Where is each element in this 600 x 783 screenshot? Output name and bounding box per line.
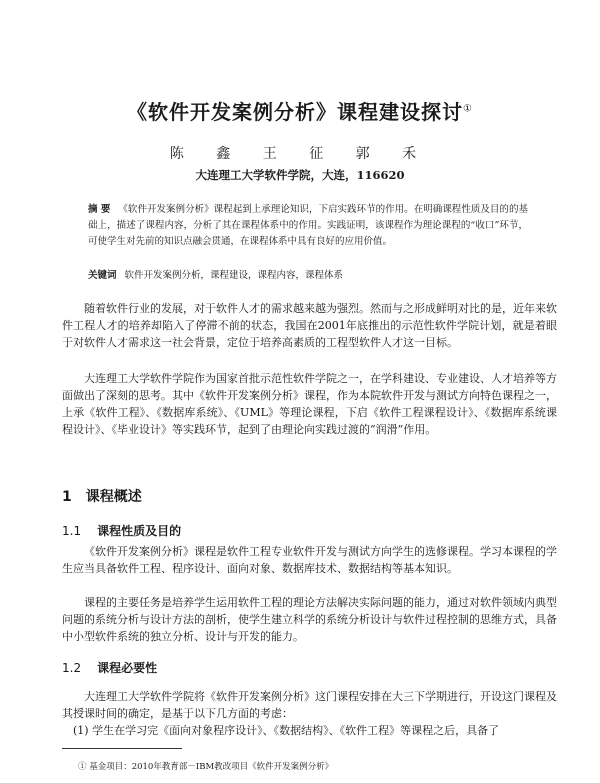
subsection-number: 1.2 (62, 661, 82, 675)
paper-title (0, 96, 600, 125)
subsection-title: 课程必要性 (97, 661, 158, 675)
section-title: 课程概述 (85, 489, 142, 505)
subsection-heading (62, 522, 181, 539)
section-number: 1 (62, 489, 72, 505)
subsection-title: 课程性质及目的 (97, 524, 182, 538)
affiliation: 大连理工大学软件学院，大连，116620 (195, 168, 405, 182)
abstract-label: 摘 要 (88, 204, 111, 215)
author-list: 陈 鑫 王 征 郭 禾 (169, 146, 431, 162)
paper-title-text: 《软件开发案例分析》课程建设探讨 (127, 100, 464, 124)
subsection-number: 1.1 (62, 524, 82, 538)
abstract-text: 《软件开发案例分析》课程起到上承理论知识，下启实践环节的作用。在明确课程性质及目的的基础上，描述了课程内容，分析了其在课程体系中的作用。实践证明，该课程作为理论课程的“收口”环节，可使学生对先前的知识点融会贯通，在课程体系中具有良好的应用价值。 (88, 204, 528, 247)
subsection-heading (62, 659, 157, 676)
body-paragraph: 《软件开发案例分析》课程是软件工程专业软件开发与测试方向学生的选修课程。学习本课程的学生应当具备软件工程、程序设计、面向对象、数据库技术、数据结构等基本知识。 (62, 545, 557, 575)
body-paragraph: 课程的主要任务是培养学生运用软件工程的理论方法解决实际问题的能力，通过对软件领域内典型问题的系统分析与设计方法的剖析，使学生建立科学的系统分析设计与软件过程控制的思维方式，具备中小型软件系统的独立分析、设计与开发的能力。 (62, 596, 557, 643)
footnote-divider (62, 748, 182, 749)
abstract (88, 202, 528, 250)
keywords-label: 关键词 (88, 270, 117, 281)
body-paragraph: 大连理工大学软件学院将《软件开发案例分析》这门课程安排在大三下学期进行，开设这门课程及其授课时间的确定，是基于以下几方面的考虑： (62, 690, 557, 720)
keywords-text: 软件开发案例分析，课程建设，课程内容，课程体系 (124, 270, 344, 281)
keywords (88, 267, 528, 281)
intro-paragraph: 随着软件行业的发展，对于软件人才的需求越来越为强烈。然而与之形成鲜明对比的是，近年来软件工程人才的培养却陷入了停滞不前的状态，我国在2001年底推出的示范性软件学院计划，就是着眼于对软件人才需求这一社会背景，定位于培养高素质的工程型软件人才这一目标。 (62, 302, 557, 349)
body-paragraph: (1) 学生在学习完《面向对象程序设计》、《数据结构》、《软件工程》等课程之后，具备了 (73, 724, 500, 737)
intro-paragraph: 大连理工大学软件学院作为国家首批示范性软件学院之一，在学科建设、专业建设、人才培养等方面做出了深刻的思考。其中《软件开发案例分析》课程，作为本院软件开发与测试方向特色课程之一，上承《软件工程》、《数据库系统》、《UML》等理论课程，下启《软件工程课程设计》、《数据库系统课程设计》、《毕业设计》等实践环节，起到了由理论向实践过渡的“润滑”作用。 (62, 372, 557, 436)
section-heading (62, 486, 142, 506)
footnote-mark: ① (463, 103, 473, 115)
footnote: ① 基金项目：2010年教育部－IBM教改项目《软件开发案例分析》 (78, 762, 334, 772)
